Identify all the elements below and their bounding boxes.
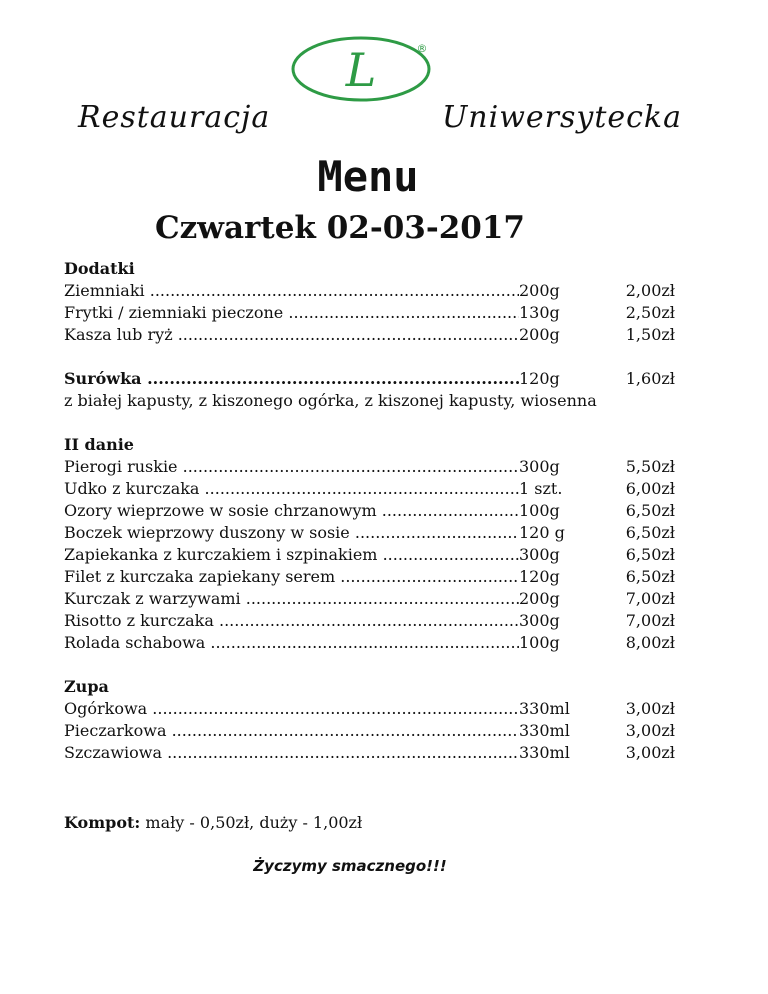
kompot-line [64, 813, 362, 832]
menu-item [64, 522, 684, 544]
section-ii-danie [64, 434, 684, 654]
item-qty: 200g [519, 589, 560, 608]
menu-item [64, 698, 684, 720]
item-name: Surówka ..... [64, 368, 519, 390]
section-surowka [64, 368, 684, 412]
item-name: Udko z kurczaka ..... [64, 478, 519, 500]
item-name: Risotto z kurczaka ..... [64, 610, 519, 632]
section-heading: Dodatki [64, 259, 135, 278]
item-name: Filet z kurczaka zapiekany serem ..... [64, 566, 519, 588]
menu-item [64, 742, 684, 764]
menu-item [64, 324, 684, 346]
item-price: 3,00zł [625, 743, 675, 762]
item-price: 7,00zł [625, 611, 675, 630]
menu-item [64, 280, 684, 302]
item-name: Zapiekanka z kurczakiem i szpinakiem ..... [64, 544, 519, 566]
item-price: 3,00zł [625, 721, 675, 740]
item-price: 3,00zł [625, 699, 675, 718]
section-zupa [64, 676, 684, 764]
item-qty: 300g [519, 457, 560, 476]
item-price: 6,50zł [625, 545, 675, 564]
item-qty: 300g [519, 611, 560, 630]
item-price: 7,00zł [625, 589, 675, 608]
section-heading: Zupa [64, 677, 109, 696]
item-qty: 200g [519, 281, 560, 300]
item-name: Boczek wieprzowy duszony w sosie ..... [64, 522, 519, 544]
item-price: 6,50zł [625, 567, 675, 586]
item-qty: 120g [519, 369, 560, 388]
surowka-description: z białej kapusty, z kiszonego ogórka, z kiszonej kapusty, wiosenna [64, 391, 597, 410]
item-name: Ziemniaki ..... [64, 280, 519, 302]
item-qty: 120g [519, 567, 560, 586]
item-price: 2,50zł [625, 303, 675, 322]
item-price: 6,00zł [625, 479, 675, 498]
menu-item [64, 302, 684, 324]
item-name: Kurczak z warzywami ..... [64, 588, 519, 610]
item-price: 1,60zł [625, 369, 675, 388]
menu-title: Menu [317, 152, 419, 201]
title-uniwersytecka: Uniwersytecka [442, 100, 682, 135]
item-qty: 100g [519, 633, 560, 652]
item-name: Rolada schabowa ..... [64, 632, 519, 654]
item-name: Kasza lub ryż ..... [64, 324, 519, 346]
item-qty: 130g [519, 303, 560, 322]
menu-item [64, 456, 684, 478]
item-name: Pieczarkowa ..... [64, 720, 519, 742]
restaurant-logo [289, 34, 435, 102]
item-qty: 330ml [519, 721, 570, 740]
menu-content [64, 258, 684, 764]
menu-item [64, 610, 684, 632]
section-heading: II danie [64, 435, 134, 454]
item-name: Ogórkowa ..... [64, 698, 519, 720]
footer-wish: Życzymy smacznego!!! [253, 857, 447, 875]
item-price: 5,50zł [625, 457, 675, 476]
menu-item [64, 500, 684, 522]
item-qty: 300g [519, 545, 560, 564]
kompot-label: Kompot: [64, 813, 141, 832]
item-qty: 1 szt. [519, 479, 563, 498]
item-name: Frytki / ziemniaki pieczone ..... [64, 302, 519, 324]
item-price: 2,00zł [625, 281, 675, 300]
item-name: Ozory wieprzowe w sosie chrzanowym ..... [64, 500, 519, 522]
item-qty: 330ml [519, 743, 570, 762]
item-qty: 120 g [519, 523, 565, 542]
logo-letter: L [345, 43, 377, 97]
title-restauracja: Restauracja [78, 100, 271, 135]
menu-item [64, 478, 684, 500]
menu-item [64, 632, 684, 654]
menu-item [64, 720, 684, 742]
item-price: 6,50zł [625, 501, 675, 520]
kompot-text: mały - 0,50zł, duży - 1,00zł [145, 813, 363, 832]
item-price: 6,50zł [625, 523, 675, 542]
item-name: Pierogi ruskie ..... [64, 456, 519, 478]
menu-item [64, 544, 684, 566]
date-title: Czwartek 02-03-2017 [155, 210, 525, 246]
item-qty: 330ml [519, 699, 570, 718]
item-name: Szczawiowa ..... [64, 742, 519, 764]
item-price: 1,50zł [625, 325, 675, 344]
menu-item [64, 566, 684, 588]
item-price: 8,00zł [625, 633, 675, 652]
logo-registered-mark: ® [416, 42, 428, 55]
section-dodatki [64, 258, 684, 346]
menu-item [64, 368, 684, 390]
item-qty: 200g [519, 325, 560, 344]
menu-item [64, 588, 684, 610]
item-qty: 100g [519, 501, 560, 520]
